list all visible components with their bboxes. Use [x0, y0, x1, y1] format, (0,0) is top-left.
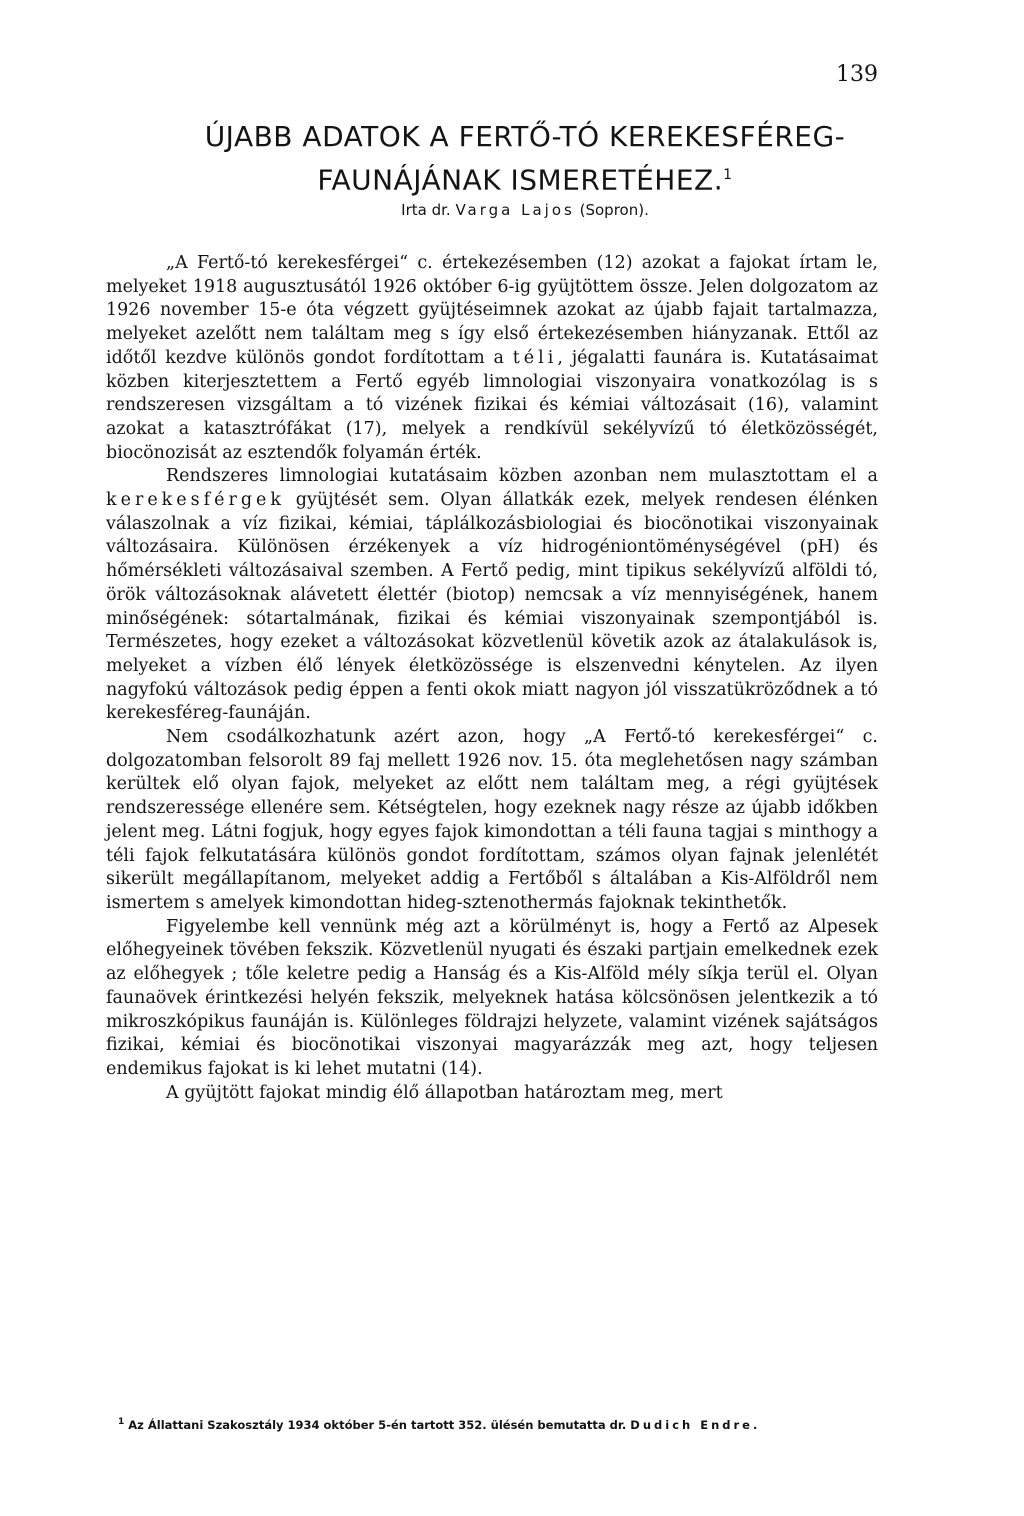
paragraph-text: A gyüjtött fajokat mindig élő állapotban határoztam meg, mert — [166, 1082, 723, 1103]
paragraph-text: „A Fertő-tó kerekesférgei“ c. értekezésemben (12) azokat a fajokat írtam le, melyeket 1918 augusztusától 1926 október 6-ig gyüjtöttem össze. Jelen dolgozatom az 1926 november 15-e óta végzett gyüjtéseimnek azokat az újabb fajait tartalmazza, melyeket azelőtt nem találtam meg s így első értekezésemben hiányzanak. Ettől az időtől kezdve különös gondot fordítottam a — [106, 253, 878, 368]
emphasized-word: téli — [512, 347, 558, 368]
title-line-2: FAUNÁJÁNAK ISMERETÉHEZ. — [317, 163, 724, 197]
article-body — [106, 252, 878, 1105]
paragraph — [106, 916, 878, 1082]
article-title — [80, 118, 970, 199]
paragraph-text: Nem csodálkozhatunk azért azon, hogy „A Fertő-tó kerekesférgei“ c. dolgozatomban felsorolt 89 faj mellett 1926 nov. 15. óta meglehetősen nagy számban kerültek elő olyan fajok, melyeket az előtt nem találtam meg, a régi gyüjtések rendszeressége ellenére sem. Kétségtelen, hogy ezeknek nagy része az újabb időkben jelent meg. Látni fogjuk, hogy egyes fajok kimondottan a téli fauna tagjai s minthogy a téli fajok felkutatására különös gondot fordítottam, számos olyan fajnak jelenlétét sikerült megállapítanom, melyeket addig a Fertőből s általában a Kis-Alföldről nem ismertem s amelyek kimondottan hideg-sztenothermás fajoknak tekinthetők. — [106, 727, 878, 913]
footnote-text: Az Állattani Szakosztály 1934 október 5-én tartott 352. ülésén bemutatta dr. — [128, 1417, 627, 1432]
paragraph — [106, 1082, 878, 1106]
paragraph — [106, 465, 878, 726]
emphasized-word: kerekesférgek — [106, 490, 285, 511]
footnote-name: Dudich Endre. — [630, 1417, 761, 1432]
paragraph — [106, 726, 878, 916]
footnote — [118, 1414, 888, 1433]
paragraph — [106, 252, 878, 465]
paragraph-text: , jégalatti faunára is. Kutatásaimat közben kiterjesztettem a Fertő egyéb limnologiai viszonyaira vonatkozólag is s rendszeresen vizsgáltam a tó vizének fizikai és kémiai változásait (16), valamint azokat a katasztrófákat (17), melyek a rendkívül sekélyvízű tó életközösségét, biocönozisát az esztendők folyamán érték. — [106, 347, 878, 463]
paragraph-text: Figyelembe kell vennünk még azt a körülményt is, hogy a Fertő az Alpesek előhegyeinek tövében fekszik. Közvetlenül nyugati és északi partjain emelkednek ezek az előhegyek ; tőle keletre pedig a Hanság és a Kis-Alföld mély síkja terül el. Olyan faunaövek érintkezési helyén fekszik, melyeknek hatása kölcsönösen jelentkezik a tó mikroszkópikus faunáján is. Különleges földrajzi helyzete, valamint vizének sajátságos fizikai, kémiai és biocönotikai viszonyai magyarázzák meg azt, hogy teljesen endemikus fajokat is ki lehet mutatni (14). — [106, 916, 878, 1079]
footnote-mark: 1 — [118, 1417, 125, 1427]
page-number: 139 — [836, 62, 878, 87]
byline-location: (Sopron). — [579, 201, 649, 219]
byline-prefix: Irta dr. — [401, 201, 451, 219]
byline-author: Varga Lajos — [455, 201, 575, 219]
byline — [80, 200, 970, 220]
title-line-1: ÚJABB ADATOK A FERTŐ-TÓ KEREKESFÉREG- — [204, 120, 846, 153]
paragraph-text: Rendszeres limnologiai kutatásaim közben azonban nem mulasztottam el a — [166, 466, 878, 487]
title-footnote-mark: 1 — [723, 167, 733, 183]
paragraph-text: gyüjtését sem. Olyan állatkák ezek, melyek rendesen élénken válaszolnak a víz fizikai, kémiai, táplálkozásbiologiai és biocönotikai viszonyainak változásaira. Különösen érzékenyek a víz hidrogéniontöménységével (pH) és hőmérsékleti változásaival szemben. A Fertő pedig, mint tipikus sekélyvízű alföldi tó, örök változásoknak alávetett élettér (biotop) nemcsak a víz mennyiségének, hanem minőségének: sótartalmának, fizikai és kémiai viszonyainak szempontjából is. Természetes, hogy ezeket a változásokat közvetlenül követik azok az átalakulások is, melyeket a vízben élő lények életközössége is elszenvedni kénytelen. Az ilyen nagyfokú változások pedig éppen a fenti okok miatt nagyon jól visszatükröződnek a tó kerekesféreg-faunáján. — [106, 490, 878, 724]
